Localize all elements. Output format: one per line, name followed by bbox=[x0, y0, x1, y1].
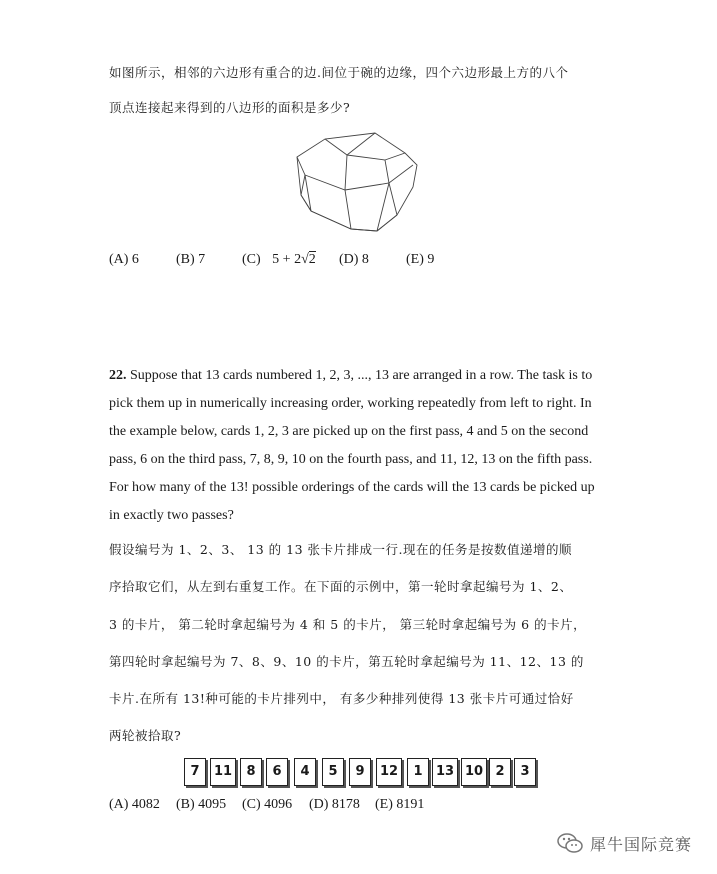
choice-b: (B) 4095 bbox=[176, 797, 227, 812]
problem22-en-line6: in exactly two passes? bbox=[109, 508, 234, 523]
card: 6 bbox=[266, 758, 288, 786]
card: 1 bbox=[407, 758, 429, 786]
problem22-en-line1 bbox=[109, 368, 592, 384]
problem22-en-line2: pick them up in numerically increasing order, working repeatedly from left to right. In bbox=[109, 396, 592, 411]
choice-a: (A) 6 bbox=[109, 252, 139, 267]
choice-d: (D) 8178 bbox=[309, 797, 360, 812]
problem22-en-text-1: Suppose that 13 cards numbered 1, 2, 3, ..., 13 are arranged in a row. The task is to bbox=[130, 368, 593, 383]
choice-c-value: 5 + 2 bbox=[272, 252, 302, 267]
problem22-cn-line1: 假设编号为 1、2、3、 13 的 13 张卡片排成一行.现在的任务是按数值递增的顺 bbox=[109, 542, 573, 557]
choice-c-radicand: 2 bbox=[308, 252, 316, 267]
problem22-cn-line3: 3 的卡片， 第二轮时拿起编号为 4 和 5 的卡片， 第三轮时拿起编号为 6 的卡片， bbox=[109, 617, 587, 632]
card: 5 bbox=[322, 758, 344, 786]
problem22-en-line4: pass, 6 on the third pass, 7, 8, 9, 10 on the fourth pass, and 11, 12, 13 on the fifth pass. bbox=[109, 452, 593, 467]
card: 3 bbox=[514, 758, 536, 786]
problem22-number: 22. bbox=[109, 368, 127, 383]
problem21-choices bbox=[109, 252, 449, 272]
choice-b: (B) 7 bbox=[176, 252, 206, 267]
choice-a: (A) 4082 bbox=[109, 797, 160, 812]
choice-d: (D) 8 bbox=[339, 252, 369, 267]
card: 8 bbox=[240, 758, 262, 786]
hexagon-bowl-figure bbox=[285, 125, 425, 240]
choice-c bbox=[242, 252, 316, 268]
problem22-cn-line6: 两轮被拾取? bbox=[109, 728, 182, 743]
problem22-cn-line5: 卡片.在所有 13!种可能的卡片排列中， 有多少种排列使得 13 张卡片可通过恰好 bbox=[109, 691, 574, 706]
problem22-cn-line4: 第四轮时拿起编号为 7、8、9、10 的卡片，第五轮时拿起编号为 11、12、13 的 bbox=[109, 654, 584, 669]
problem22-cn-line2: 序拾取它们，从左到右重复工作。在下面的示例中，第一轮时拿起编号为 1、2、 bbox=[109, 579, 573, 594]
watermark bbox=[556, 828, 692, 858]
card: 11 bbox=[210, 758, 236, 786]
problem22-choices bbox=[109, 797, 439, 817]
choice-e: (E) 8191 bbox=[375, 797, 425, 812]
card: 12 bbox=[376, 758, 402, 786]
card: 7 bbox=[184, 758, 206, 786]
watermark-text: 犀牛国际竞赛 bbox=[590, 834, 693, 854]
card: 9 bbox=[349, 758, 371, 786]
card: 4 bbox=[294, 758, 316, 786]
wechat-icon bbox=[556, 831, 584, 855]
choice-c-label: (C) bbox=[242, 252, 261, 267]
choice-c: (C) 4096 bbox=[242, 797, 293, 812]
problem21-text-line2: 顶点连接起来得到的八边形的面积是多少? bbox=[109, 100, 351, 115]
problem22-en-line5: For how many of the 13! possible orderings of the cards will the 13 cards be picked up bbox=[109, 480, 595, 495]
card: 2 bbox=[489, 758, 511, 786]
card: 13 bbox=[432, 758, 458, 786]
sqrt-symbol: √ bbox=[301, 252, 309, 267]
choice-e: (E) 9 bbox=[406, 252, 435, 267]
problem21-text-line1: 如图所示，相邻的六边形有重合的边.间位于碗的边缘，四个六边形最上方的八个 bbox=[109, 65, 569, 80]
problem22-en-line3: the example below, cards 1, 2, 3 are picked up on the first pass, 4 and 5 on the second bbox=[109, 424, 589, 439]
card: 10 bbox=[461, 758, 487, 786]
